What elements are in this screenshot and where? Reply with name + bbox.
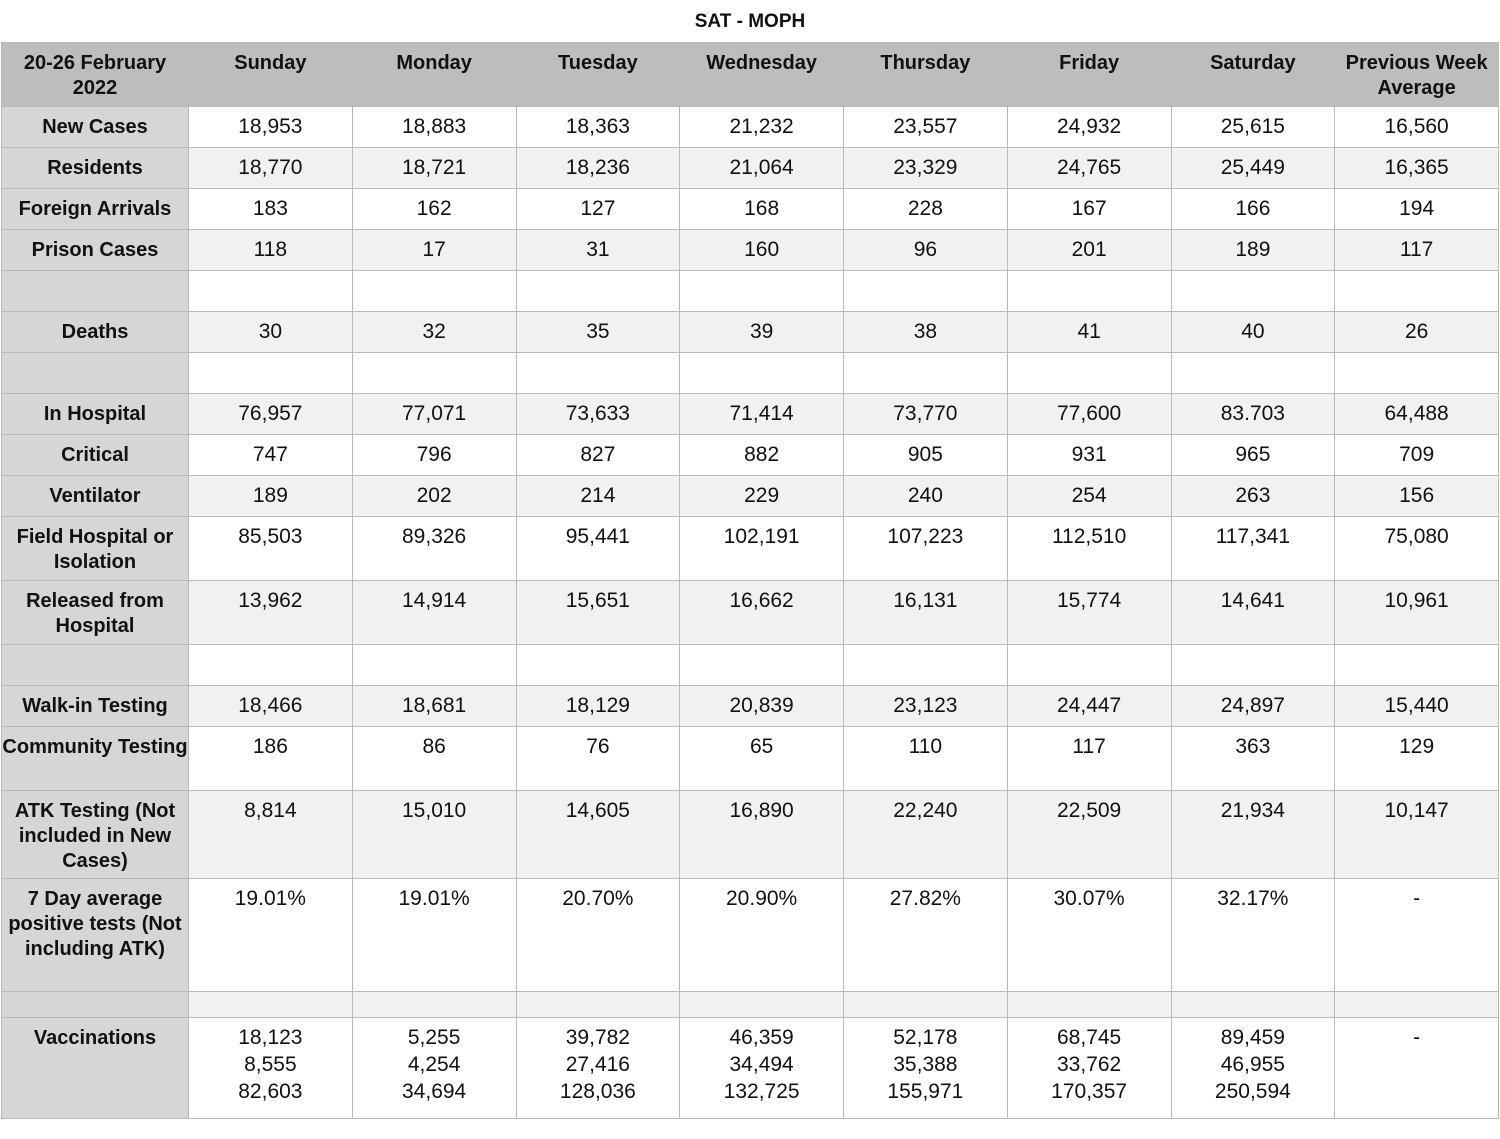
table-row: [2, 879, 1499, 992]
table-cell: 183: [189, 189, 353, 230]
col-thursday: Thursday: [844, 43, 1008, 107]
table-cell: 24,897: [1171, 686, 1335, 727]
table-cell: 26: [1335, 312, 1499, 353]
table-cell: 32.17%: [1171, 879, 1335, 992]
covid-stats-table: [1, 42, 1499, 1119]
table-cell: 240: [844, 476, 1008, 517]
row-label: Foreign Arrivals: [2, 189, 189, 230]
spacer-cell: [1335, 271, 1499, 312]
spacer-cell: [352, 271, 516, 312]
table-cell: 229: [680, 476, 844, 517]
table-row: [2, 476, 1499, 517]
spacer-cell: [680, 353, 844, 394]
row-label: New Cases: [2, 107, 189, 148]
table-cell: 15,774: [1007, 581, 1171, 645]
table-cell: 22,240: [844, 791, 1008, 879]
table-cell: 254: [1007, 476, 1171, 517]
table-cell: 35: [516, 312, 680, 353]
row-label: Released from Hospital: [2, 581, 189, 645]
vaccination-value: 4,254: [407, 1053, 461, 1076]
table-cell: 127: [516, 189, 680, 230]
table-cell: 201: [1007, 230, 1171, 271]
vaccination-value: 82,603: [238, 1080, 303, 1103]
col-previous-week-average: Previous Week Average: [1335, 43, 1499, 107]
table-cell: 22,509: [1007, 791, 1171, 879]
spacer-cell: [1171, 645, 1335, 686]
table-cell: 24,765: [1007, 148, 1171, 189]
table-cell: 228: [844, 189, 1008, 230]
spacer-cell: [680, 645, 844, 686]
table-cell: 160: [680, 230, 844, 271]
vaccination-value: 27,416: [565, 1053, 630, 1076]
table-cell: 117: [1007, 727, 1171, 791]
table-row: [2, 1018, 1499, 1119]
table-cell: 931: [1007, 435, 1171, 476]
table-cell: 10,961: [1335, 581, 1499, 645]
table-cell: 83.703: [1171, 394, 1335, 435]
table-cell: 20,839: [680, 686, 844, 727]
table-cell: 77,071: [352, 394, 516, 435]
vaccination-cell: [1335, 1018, 1499, 1119]
vaccination-value: 34,694: [402, 1080, 467, 1103]
table-cell: 25,615: [1171, 107, 1335, 148]
spacer-cell: [844, 645, 1008, 686]
table-cell: 86: [352, 727, 516, 791]
spacer-cell: [1335, 645, 1499, 686]
page-title: SAT - MOPH: [694, 11, 806, 32]
table-cell: 32: [352, 312, 516, 353]
vaccination-value: 46,955: [1220, 1053, 1285, 1076]
vaccination-cell: [516, 1018, 680, 1119]
table-cell: 17: [352, 230, 516, 271]
vaccination-value: 68,745: [1057, 1026, 1122, 1049]
table-row: [2, 230, 1499, 271]
table-cell: 709: [1335, 435, 1499, 476]
table-cell: 189: [189, 476, 353, 517]
table-cell: 16,131: [844, 581, 1008, 645]
table-cell: 18,681: [352, 686, 516, 727]
row-label: In Hospital: [2, 394, 189, 435]
table-cell: 747: [189, 435, 353, 476]
table-cell: 65: [680, 727, 844, 791]
spacer-label-cell: [2, 992, 189, 1018]
table-cell: 30.07%: [1007, 879, 1171, 992]
table-cell: 24,932: [1007, 107, 1171, 148]
table-row: [2, 435, 1499, 476]
spacer-cell: [352, 645, 516, 686]
vaccination-value: 170,357: [1051, 1080, 1128, 1103]
table-cell: 16,890: [680, 791, 844, 879]
col-friday: Friday: [1007, 43, 1171, 107]
table-cell: 31: [516, 230, 680, 271]
spacer-cell: [1007, 645, 1171, 686]
table-cell: 18,953: [189, 107, 353, 148]
table-cell: 263: [1171, 476, 1335, 517]
table-cell: 112,510: [1007, 517, 1171, 581]
vaccination-value: 46,359: [729, 1026, 794, 1049]
table-cell: 14,605: [516, 791, 680, 879]
table-cell: 19.01%: [352, 879, 516, 992]
table-row: [2, 686, 1499, 727]
vaccination-value: 5,255: [407, 1026, 461, 1049]
table-cell: 16,662: [680, 581, 844, 645]
table-cell: 882: [680, 435, 844, 476]
table-cell: 23,557: [844, 107, 1008, 148]
vaccination-cell: [1171, 1018, 1335, 1119]
table-cell: 21,064: [680, 148, 844, 189]
col-monday: Monday: [352, 43, 516, 107]
table-cell: 15,440: [1335, 686, 1499, 727]
spacer-cell: [1007, 271, 1171, 312]
vaccination-value: 34,494: [729, 1053, 794, 1076]
spacer-cell: [516, 645, 680, 686]
vaccination-value: 128,036: [559, 1080, 636, 1103]
header-row: [2, 43, 1499, 107]
table-row: [2, 581, 1499, 645]
table-cell: 8,814: [189, 791, 353, 879]
vaccination-value: 18,123: [238, 1026, 303, 1049]
spacer-cell: [1007, 992, 1171, 1018]
table-cell: 27.82%: [844, 879, 1008, 992]
spacer-cell: [1335, 353, 1499, 394]
table-cell: 15,651: [516, 581, 680, 645]
table-cell: 71,414: [680, 394, 844, 435]
table-cell: 19.01%: [189, 879, 353, 992]
table-cell: 110: [844, 727, 1008, 791]
spacer-cell: [189, 645, 353, 686]
table-row: [2, 394, 1499, 435]
spacer-cell: [844, 992, 1008, 1018]
table-cell: 16,365: [1335, 148, 1499, 189]
table-cell: 18,236: [516, 148, 680, 189]
spacer-row: [2, 992, 1499, 1018]
row-label: Vaccinations: [2, 1018, 189, 1119]
table-cell: 73,770: [844, 394, 1008, 435]
table-cell: 76,957: [189, 394, 353, 435]
table-cell: 194: [1335, 189, 1499, 230]
table-cell: 965: [1171, 435, 1335, 476]
spacer-cell: [516, 271, 680, 312]
row-label: Field Hospital or Isolation: [2, 517, 189, 581]
table-cell: 905: [844, 435, 1008, 476]
table-cell: 85,503: [189, 517, 353, 581]
spacer-cell: [189, 992, 353, 1018]
vaccination-value: 155,971: [887, 1080, 964, 1103]
table-cell: 75,080: [1335, 517, 1499, 581]
row-label: Walk-in Testing: [2, 686, 189, 727]
spacer-cell: [1171, 271, 1335, 312]
table-cell: 89,326: [352, 517, 516, 581]
col-tuesday: Tuesday: [516, 43, 680, 107]
table-cell: 20.90%: [680, 879, 844, 992]
table-cell: 18,363: [516, 107, 680, 148]
vaccination-cell: [844, 1018, 1008, 1119]
table-cell: 827: [516, 435, 680, 476]
table-cell: 18,721: [352, 148, 516, 189]
table-row: [2, 189, 1499, 230]
table-cell: 118: [189, 230, 353, 271]
table-cell: 20.70%: [516, 879, 680, 992]
spacer-cell: [189, 353, 353, 394]
table-row: [2, 148, 1499, 189]
table-cell: 15,010: [352, 791, 516, 879]
table-cell: 64,488: [1335, 394, 1499, 435]
spacer-cell: [680, 992, 844, 1018]
table-cell: 18,883: [352, 107, 516, 148]
vaccination-cell: [1007, 1018, 1171, 1119]
spacer-label-cell: [2, 353, 189, 394]
table-cell: 167: [1007, 189, 1171, 230]
spacer-row: [2, 271, 1499, 312]
vaccination-cell: [189, 1018, 353, 1119]
spacer-cell: [844, 353, 1008, 394]
table-cell: -: [1335, 879, 1499, 992]
spacer-cell: [352, 992, 516, 1018]
vaccination-value: 33,762: [1057, 1053, 1122, 1076]
table-cell: 73,633: [516, 394, 680, 435]
vaccination-value: 250,594: [1214, 1080, 1291, 1103]
table-cell: 16,560: [1335, 107, 1499, 148]
table-cell: 13,962: [189, 581, 353, 645]
table-row: [2, 107, 1499, 148]
table-cell: 96: [844, 230, 1008, 271]
table-cell: 107,223: [844, 517, 1008, 581]
table-cell: 18,129: [516, 686, 680, 727]
spacer-cell: [1007, 353, 1171, 394]
table-cell: 23,329: [844, 148, 1008, 189]
spacer-cell: [1171, 992, 1335, 1018]
col-wednesday: Wednesday: [680, 43, 844, 107]
spacer-cell: [516, 992, 680, 1018]
table-cell: 166: [1171, 189, 1335, 230]
table-cell: 156: [1335, 476, 1499, 517]
table-cell: 117,341: [1171, 517, 1335, 581]
table-cell: 14,914: [352, 581, 516, 645]
table-row: [2, 727, 1499, 791]
spacer-cell: [680, 271, 844, 312]
table-cell: 796: [352, 435, 516, 476]
spacer-cell: [1335, 992, 1499, 1018]
table-cell: 117: [1335, 230, 1499, 271]
row-label: ATK Testing (Not included in New Cases): [2, 791, 189, 879]
vaccination-value: 132,725: [723, 1080, 800, 1103]
row-label: Prison Cases: [2, 230, 189, 271]
vaccination-value: 89,459: [1220, 1026, 1285, 1049]
spacer-row: [2, 353, 1499, 394]
spacer-cell: [844, 271, 1008, 312]
table-cell: 102,191: [680, 517, 844, 581]
row-label: Deaths: [2, 312, 189, 353]
table-cell: 10,147: [1335, 791, 1499, 879]
row-label: Community Testing: [2, 727, 189, 791]
vaccination-value: 35,388: [893, 1053, 958, 1076]
table-cell: 41: [1007, 312, 1171, 353]
table-cell: 18,466: [189, 686, 353, 727]
table-cell: 21,232: [680, 107, 844, 148]
table-cell: 14,641: [1171, 581, 1335, 645]
table-cell: 39: [680, 312, 844, 353]
spacer-cell: [352, 353, 516, 394]
table-cell: 40: [1171, 312, 1335, 353]
spacer-cell: [516, 353, 680, 394]
table-cell: 129: [1335, 727, 1499, 791]
row-label: Critical: [2, 435, 189, 476]
col-saturday: Saturday: [1171, 43, 1335, 107]
vaccination-value: 39,782: [565, 1026, 630, 1049]
row-label: Ventilator: [2, 476, 189, 517]
table-cell: 363: [1171, 727, 1335, 791]
vaccination-value: 52,178: [893, 1026, 958, 1049]
table-cell: 202: [352, 476, 516, 517]
table-cell: 25,449: [1171, 148, 1335, 189]
vaccination-cell: [352, 1018, 516, 1119]
table-cell: 23,123: [844, 686, 1008, 727]
table-cell: 77,600: [1007, 394, 1171, 435]
vaccination-value: 8,555: [244, 1053, 297, 1076]
period-header: 20-26 February 2022: [2, 43, 189, 107]
table-cell: 30: [189, 312, 353, 353]
table-cell: 18,770: [189, 148, 353, 189]
table-cell: 189: [1171, 230, 1335, 271]
table-row: [2, 312, 1499, 353]
spacer-label-cell: [2, 271, 189, 312]
vaccination-value: -: [1413, 1026, 1421, 1049]
spacer-label-cell: [2, 645, 189, 686]
col-sunday: Sunday: [189, 43, 353, 107]
row-label: Residents: [2, 148, 189, 189]
table-cell: 38: [844, 312, 1008, 353]
table-cell: 186: [189, 727, 353, 791]
spacer-cell: [1171, 353, 1335, 394]
vaccination-cell: [680, 1018, 844, 1119]
table-row: [2, 517, 1499, 581]
table-cell: 24,447: [1007, 686, 1171, 727]
table-cell: 95,441: [516, 517, 680, 581]
table-row: [2, 791, 1499, 879]
table-cell: 162: [352, 189, 516, 230]
row-label: 7 Day average positive tests (Not including ATK): [2, 879, 189, 992]
table-cell: 214: [516, 476, 680, 517]
table-cell: 21,934: [1171, 791, 1335, 879]
spacer-cell: [189, 271, 353, 312]
table-cell: 76: [516, 727, 680, 791]
spacer-row: [2, 645, 1499, 686]
table-cell: 168: [680, 189, 844, 230]
